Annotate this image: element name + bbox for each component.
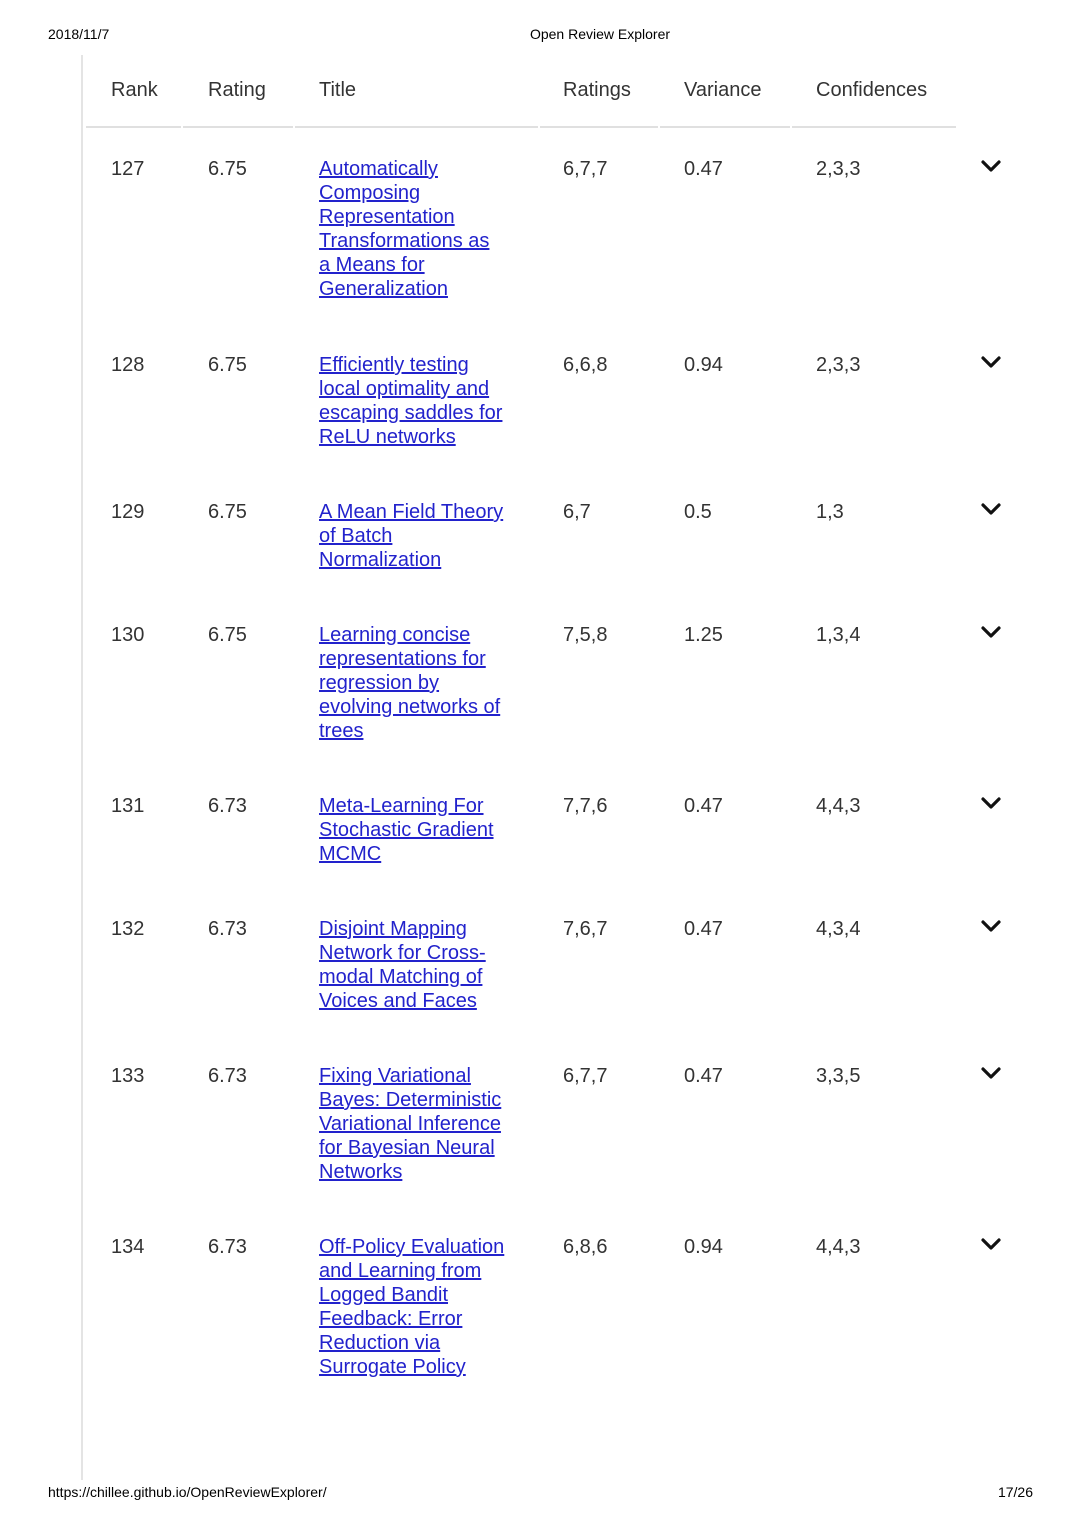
paper-title-line: Representation — [319, 206, 455, 228]
paper-title-line: regression by — [319, 672, 440, 694]
variance-cell: 0.5 — [684, 501, 712, 523]
rank-cell: 134 — [111, 1236, 145, 1258]
paper-title-line: Bayes: Deterministic — [319, 1089, 502, 1111]
ratings-cell: 6,7,7 — [563, 1065, 608, 1087]
paper-title-link[interactable] — [319, 918, 486, 1012]
rating-cell: 6.75 — [208, 624, 247, 646]
confidences-cell: 1,3,4 — [816, 624, 861, 646]
paper-title-line: Composing — [319, 182, 421, 204]
confidences-cell: 4,4,3 — [816, 1236, 861, 1258]
title-cell — [319, 1235, 524, 1379]
paper-title-line: Generalization — [319, 278, 448, 300]
column-header-rating[interactable]: Rating — [208, 79, 266, 101]
chevron-down-icon — [981, 1237, 1001, 1251]
paper-title-line: Learning concise — [319, 624, 471, 646]
column-header-variance[interactable]: Variance — [684, 79, 762, 101]
rating-cell: 6.73 — [208, 1065, 247, 1087]
column-header-rank[interactable]: Rank — [111, 79, 158, 101]
paper-title-line: Networks — [319, 1161, 403, 1183]
print-header-date: 2018/11/7 — [48, 26, 110, 42]
print-footer-page-number: 17/26 — [997, 1484, 1033, 1500]
paper-title-line: modal Matching of — [319, 966, 483, 988]
paper-title-link[interactable] — [319, 501, 503, 571]
rank-cell: 129 — [111, 501, 145, 523]
paper-title-line: Stochastic Gradient — [319, 819, 494, 841]
title-cell — [319, 157, 524, 301]
variance-cell: 0.47 — [684, 795, 723, 817]
paper-title-line: Transformations as — [319, 230, 490, 252]
ratings-cell: 6,8,6 — [563, 1236, 608, 1258]
rank-cell: 130 — [111, 624, 145, 646]
expand-row-button[interactable] — [981, 625, 1005, 645]
column-header-title[interactable]: Title — [319, 79, 357, 101]
table-row — [86, 1035, 1026, 1206]
print-header-title: Open Review Explorer — [529, 26, 671, 42]
confidences-cell: 1,3 — [816, 501, 844, 523]
title-cell — [319, 353, 524, 449]
paper-title-line: representations for — [319, 648, 486, 670]
rank-cell: 127 — [111, 158, 145, 180]
column-header-ratings[interactable]: Ratings — [563, 79, 631, 101]
table-row — [86, 594, 1026, 765]
chevron-down-icon — [981, 625, 1001, 639]
ratings-cell: 7,7,6 — [563, 795, 608, 817]
table-row — [86, 765, 1026, 888]
paper-title-link[interactable] — [319, 624, 500, 742]
rating-cell: 6.73 — [208, 918, 247, 940]
paper-title-link[interactable] — [319, 795, 494, 865]
ratings-cell: 6,6,8 — [563, 354, 608, 376]
chevron-down-icon — [981, 1066, 1001, 1080]
rating-cell: 6.75 — [208, 354, 247, 376]
paper-title-line: ReLU networks — [319, 426, 456, 448]
paper-title-line: Off-Policy Evaluation — [319, 1236, 505, 1258]
paper-title-line: Automatically — [319, 158, 438, 180]
variance-cell: 0.47 — [684, 1065, 723, 1087]
paper-title-line: escaping saddles for — [319, 402, 503, 424]
variance-cell: 0.47 — [684, 158, 723, 180]
paper-title-line: of Batch — [319, 525, 393, 547]
paper-title-line: Feedback: Error — [319, 1308, 463, 1330]
paper-title-line: Normalization — [319, 549, 442, 571]
confidences-cell: 4,3,4 — [816, 918, 861, 940]
expand-row-button[interactable] — [981, 1066, 1005, 1086]
expand-row-button[interactable] — [981, 796, 1005, 816]
paper-title-line: Efficiently testing — [319, 354, 469, 376]
expand-row-button[interactable] — [981, 355, 1005, 375]
expand-row-button[interactable] — [981, 502, 1005, 522]
paper-title-line: A Mean Field Theory — [319, 501, 504, 523]
table-row — [86, 1206, 1026, 1426]
rating-cell: 6.75 — [208, 158, 247, 180]
title-cell — [319, 1064, 524, 1184]
paper-title-line: trees — [319, 720, 364, 742]
ratings-cell: 6,7 — [563, 501, 591, 523]
rating-cell: 6.75 — [208, 501, 247, 523]
paper-title-link[interactable] — [319, 354, 502, 448]
paper-title-line: Logged Bandit — [319, 1284, 449, 1306]
rank-cell: 128 — [111, 354, 145, 376]
rating-cell: 6.73 — [208, 795, 247, 817]
paper-title-line: Fixing Variational — [319, 1065, 471, 1087]
ratings-cell: 6,7,7 — [563, 158, 608, 180]
variance-cell: 0.94 — [684, 1236, 723, 1258]
table-row — [86, 471, 1026, 594]
rating-cell: 6.73 — [208, 1236, 247, 1258]
title-cell — [319, 623, 524, 743]
left-border — [81, 55, 83, 1480]
paper-title-line: Reduction via — [319, 1332, 441, 1354]
column-header-confidences[interactable]: Confidences — [816, 79, 928, 101]
paper-title-line: for Bayesian Neural — [319, 1137, 495, 1159]
confidences-cell: 4,4,3 — [816, 795, 861, 817]
expand-row-button[interactable] — [981, 1237, 1005, 1257]
paper-title-line: Meta-Learning For — [319, 795, 484, 817]
paper-title-line: Network for Cross- — [319, 942, 486, 964]
paper-title-link[interactable] — [319, 1065, 501, 1183]
paper-title-line: local optimality and — [319, 378, 490, 400]
rank-cell: 131 — [111, 795, 145, 817]
expand-row-button[interactable] — [981, 159, 1005, 179]
variance-cell: 0.94 — [684, 354, 723, 376]
expand-row-button[interactable] — [981, 919, 1005, 939]
paper-title-line: evolving networks of — [319, 696, 501, 718]
confidences-cell: 2,3,3 — [816, 158, 861, 180]
paper-title-link[interactable] — [319, 1236, 504, 1378]
variance-cell: 0.47 — [684, 918, 723, 940]
title-cell — [319, 917, 524, 1013]
table-row — [86, 128, 1026, 324]
ratings-cell: 7,5,8 — [563, 624, 608, 646]
paper-title-line: Surrogate Policy — [319, 1356, 466, 1378]
title-cell — [319, 500, 524, 572]
table-body — [86, 128, 1026, 1426]
rank-cell: 133 — [111, 1065, 145, 1087]
confidences-cell: 2,3,3 — [816, 354, 861, 376]
chevron-down-icon — [981, 502, 1001, 516]
chevron-down-icon — [981, 919, 1001, 933]
print-footer-url: https://chillee.github.io/OpenReviewExplorer/ — [48, 1484, 327, 1500]
paper-title-line: Disjoint Mapping — [319, 918, 467, 940]
chevron-down-icon — [981, 796, 1001, 810]
confidences-cell: 3,3,5 — [816, 1065, 861, 1087]
table-row — [86, 324, 1026, 471]
chevron-down-icon — [981, 355, 1001, 369]
rank-cell: 132 — [111, 918, 145, 940]
paper-title-line: Variational Inference — [319, 1113, 501, 1135]
ratings-cell: 7,6,7 — [563, 918, 608, 940]
title-cell — [319, 794, 524, 866]
paper-title-line: and Learning from — [319, 1260, 482, 1282]
paper-title-line: Voices and Faces — [319, 990, 477, 1012]
paper-title-line: a Means for — [319, 254, 425, 276]
paper-title-link[interactable] — [319, 158, 489, 300]
table-row — [86, 888, 1026, 1035]
chevron-down-icon — [981, 159, 1001, 173]
papers-table — [86, 60, 1026, 1426]
variance-cell: 1.25 — [684, 624, 723, 646]
table-header — [86, 60, 1026, 128]
paper-title-line: MCMC — [319, 843, 382, 865]
